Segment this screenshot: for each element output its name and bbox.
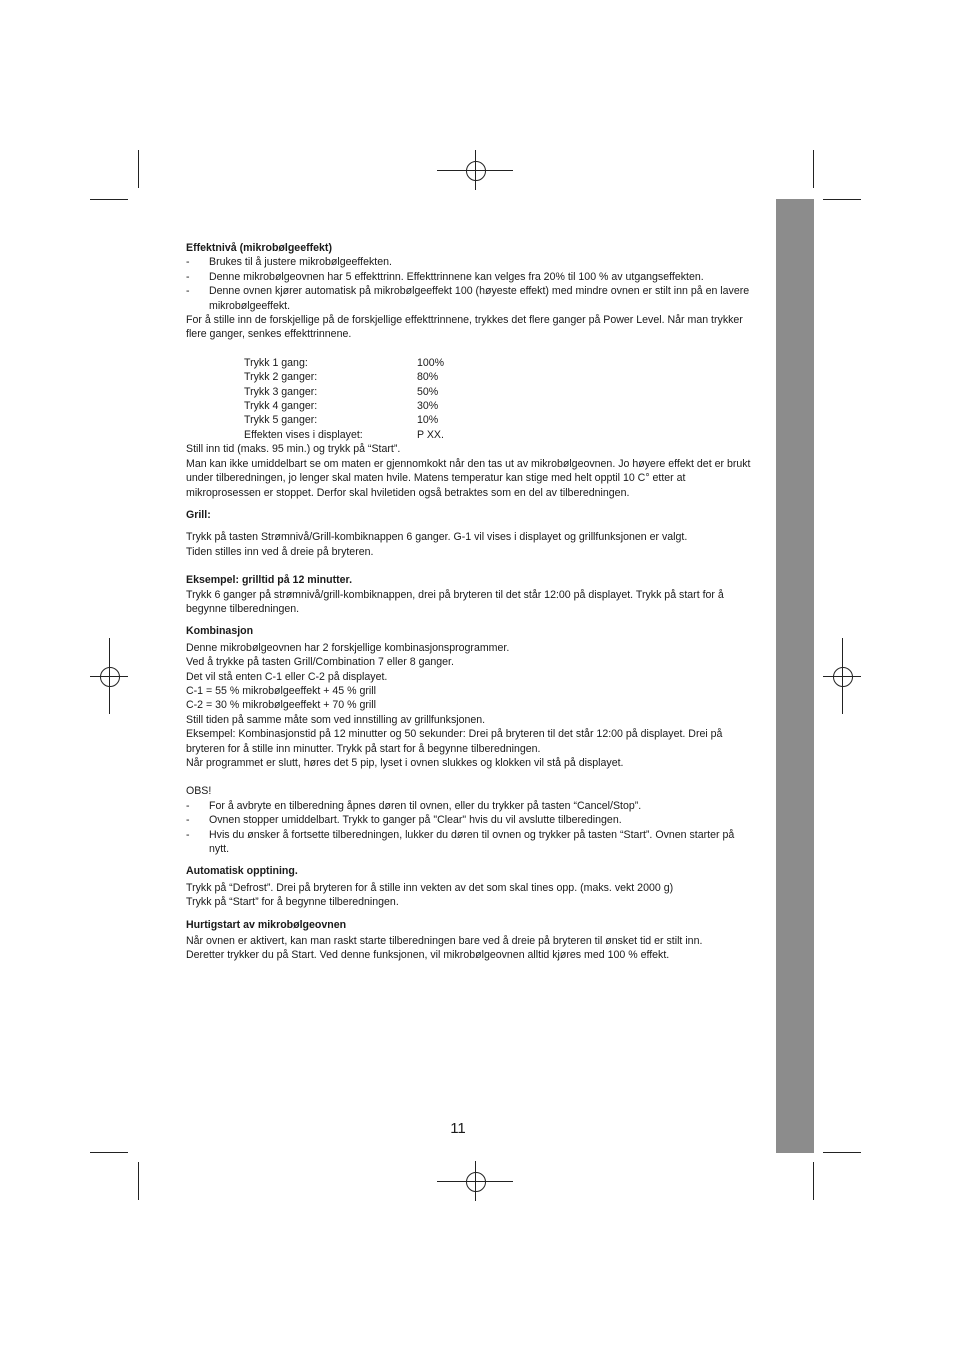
table-row: Trykk 2 ganger: 80%	[244, 371, 439, 384]
indented-line: Det vil stå enten C-1 eller C-2 på displayet.	[186, 670, 388, 683]
table-row: Trykk 4 ganger: 30%	[244, 400, 439, 413]
paragraph: For å stille inn de forskjellige på de forskjellige effekttrinnene, trykkes det flere ganger på Power Level. Når man trykker flere ganger, senkes effekttrinnene.	[186, 314, 743, 341]
bullet-item: - Ovnen stopper umiddelbart. Trykk to ganger på "Clear" hvis du vil avslutte tilberedingen.	[186, 814, 622, 827]
registration-circle	[833, 667, 853, 687]
side-tab	[776, 199, 814, 1153]
registration-circle	[466, 161, 486, 181]
table-row: Trykk 1 gang: 100%	[244, 356, 445, 369]
section-heading: Hurtigstart av mikrobølgeovnen	[186, 918, 347, 931]
crop-mark	[813, 1162, 814, 1200]
crop-mark	[90, 1152, 128, 1153]
indented-line: C-2 = 30 % mikrobølgeeffekt + 70 % grill	[186, 699, 376, 712]
paragraph: Still inn tid (maks. 95 min.) og trykk på “Start”.	[186, 443, 401, 456]
paragraph: Eksempel: Kombinasjonstid på 12 minutter og 50 sekunder: Drei på bryteren til det står 12:00 på displayet. Drei på bryteren for å stille inn minutter. Trykk på start for å begynne tilberedningen.	[186, 728, 723, 755]
crop-mark	[823, 199, 861, 200]
section-heading: Automatisk opptining.	[186, 865, 298, 878]
body-text	[186, 241, 751, 963]
paragraph: Still tiden på samme måte som ved innstilling av grillfunksjonen.	[186, 713, 486, 726]
paragraph: Tiden stilles inn ved å dreie på bryteren.	[186, 545, 374, 558]
crop-mark	[90, 199, 128, 200]
bullet-item: - For å avbryte en tilberedning åpnes døren til ovnen, eller du trykker på tasten “Cancel/Stop”.	[186, 799, 642, 812]
section-heading: Kombinasjon	[186, 625, 254, 638]
paragraph: Trykk på tasten Strømnivå/Grill-kombiknappen 6 ganger. G-1 vil vises i displayet og grillfunksjonen er valgt.	[186, 531, 688, 544]
paragraph: Trykk på “Start” for å begynne tilberedningen.	[186, 896, 399, 909]
crop-mark	[813, 150, 814, 188]
registration-circle	[100, 667, 120, 687]
paragraph: Trykk 6 ganger på strømnivå/grill-kombiknappen, drei på bryteren til det står 12:00 på displayet. Trykk på start for å begynne tilberedningen.	[186, 588, 724, 615]
bullet-item: - Denne ovnen kjører automatisk på mikrobølgeeffekt 100 (høyeste effekt) med mindre ovnen er stilt inn på en lavere mikrobølgeeffekt.	[186, 285, 750, 312]
paragraph: Deretter trykker du på Start. Ved denne funksjonen, vil mikrobølgeovnen alltid kjøres med 100 % effekt.	[186, 949, 670, 962]
section-heading: Effektnivå (mikrobølgeeffekt)	[186, 242, 332, 254]
table-row: Effekten vises i displayet: P XX.	[244, 428, 444, 441]
paragraph: Man kan ikke umiddelbart se om maten er gjennomkokt når den tas ut av mikrobølgeovnen. Jo høyere effekt det er brukt under tilberedningen, jo lenger skal maten hvile. Matens temperatur kan stige med helt opptil 10 C° etter at mikroprosessen er stoppet. Derfor skal hviletiden også betraktes som en del av tilberedningen.	[186, 457, 751, 499]
crop-mark	[138, 150, 139, 188]
paragraph: Denne mikrobølgeovnen har 2 forskjellige kombinasjonsprogrammer.	[186, 641, 510, 654]
table-row: Trykk 5 ganger: 10%	[244, 414, 439, 427]
section-heading: OBS!	[186, 785, 212, 798]
page-number: 11	[450, 1120, 466, 1137]
bullet-item: - Brukes til å justere mikrobølgeeffekten.	[186, 256, 392, 269]
registration-circle	[466, 1172, 486, 1192]
table-row: Trykk 3 ganger: 50%	[244, 385, 439, 398]
crop-mark	[823, 1152, 861, 1153]
paragraph: Trykk på “Defrost”. Drei på bryteren for å stille inn vekten av det som skal tines opp. (maks. vekt 2000 g)	[186, 881, 674, 894]
section-heading: Grill:	[186, 508, 211, 521]
paragraph: Når ovnen er aktivert, kan man raskt starte tilberedningen bare ved å dreie på bryteren til ønsket tid er stilt inn.	[186, 935, 703, 948]
bullet-item: - Denne mikrobølgeovnen har 5 effekttrinn. Effekttrinnene kan velges fra 20% til 100 % av utgangseffekten.	[186, 270, 704, 283]
bullet-item: - Hvis du ønsker å fortsette tilberedningen, lukker du døren til ovnen og trykker på tasten “Start”. Ovnen starter på nytt.	[186, 828, 735, 856]
power-level-table	[244, 356, 751, 442]
paragraph: Når programmet er slutt, høres det 5 pip, lyset i ovnen slukkes og klokken vil stå på displayet.	[186, 757, 624, 769]
indented-line: C-1 = 55 % mikrobølgeeffekt + 45 % grill	[186, 684, 376, 697]
paragraph: Ved å trykke på tasten Grill/Combination 7 eller 8 ganger.	[186, 656, 454, 669]
section-heading: Eksempel: grilltid på 12 minutter.	[186, 574, 353, 587]
crop-mark	[138, 1162, 139, 1200]
